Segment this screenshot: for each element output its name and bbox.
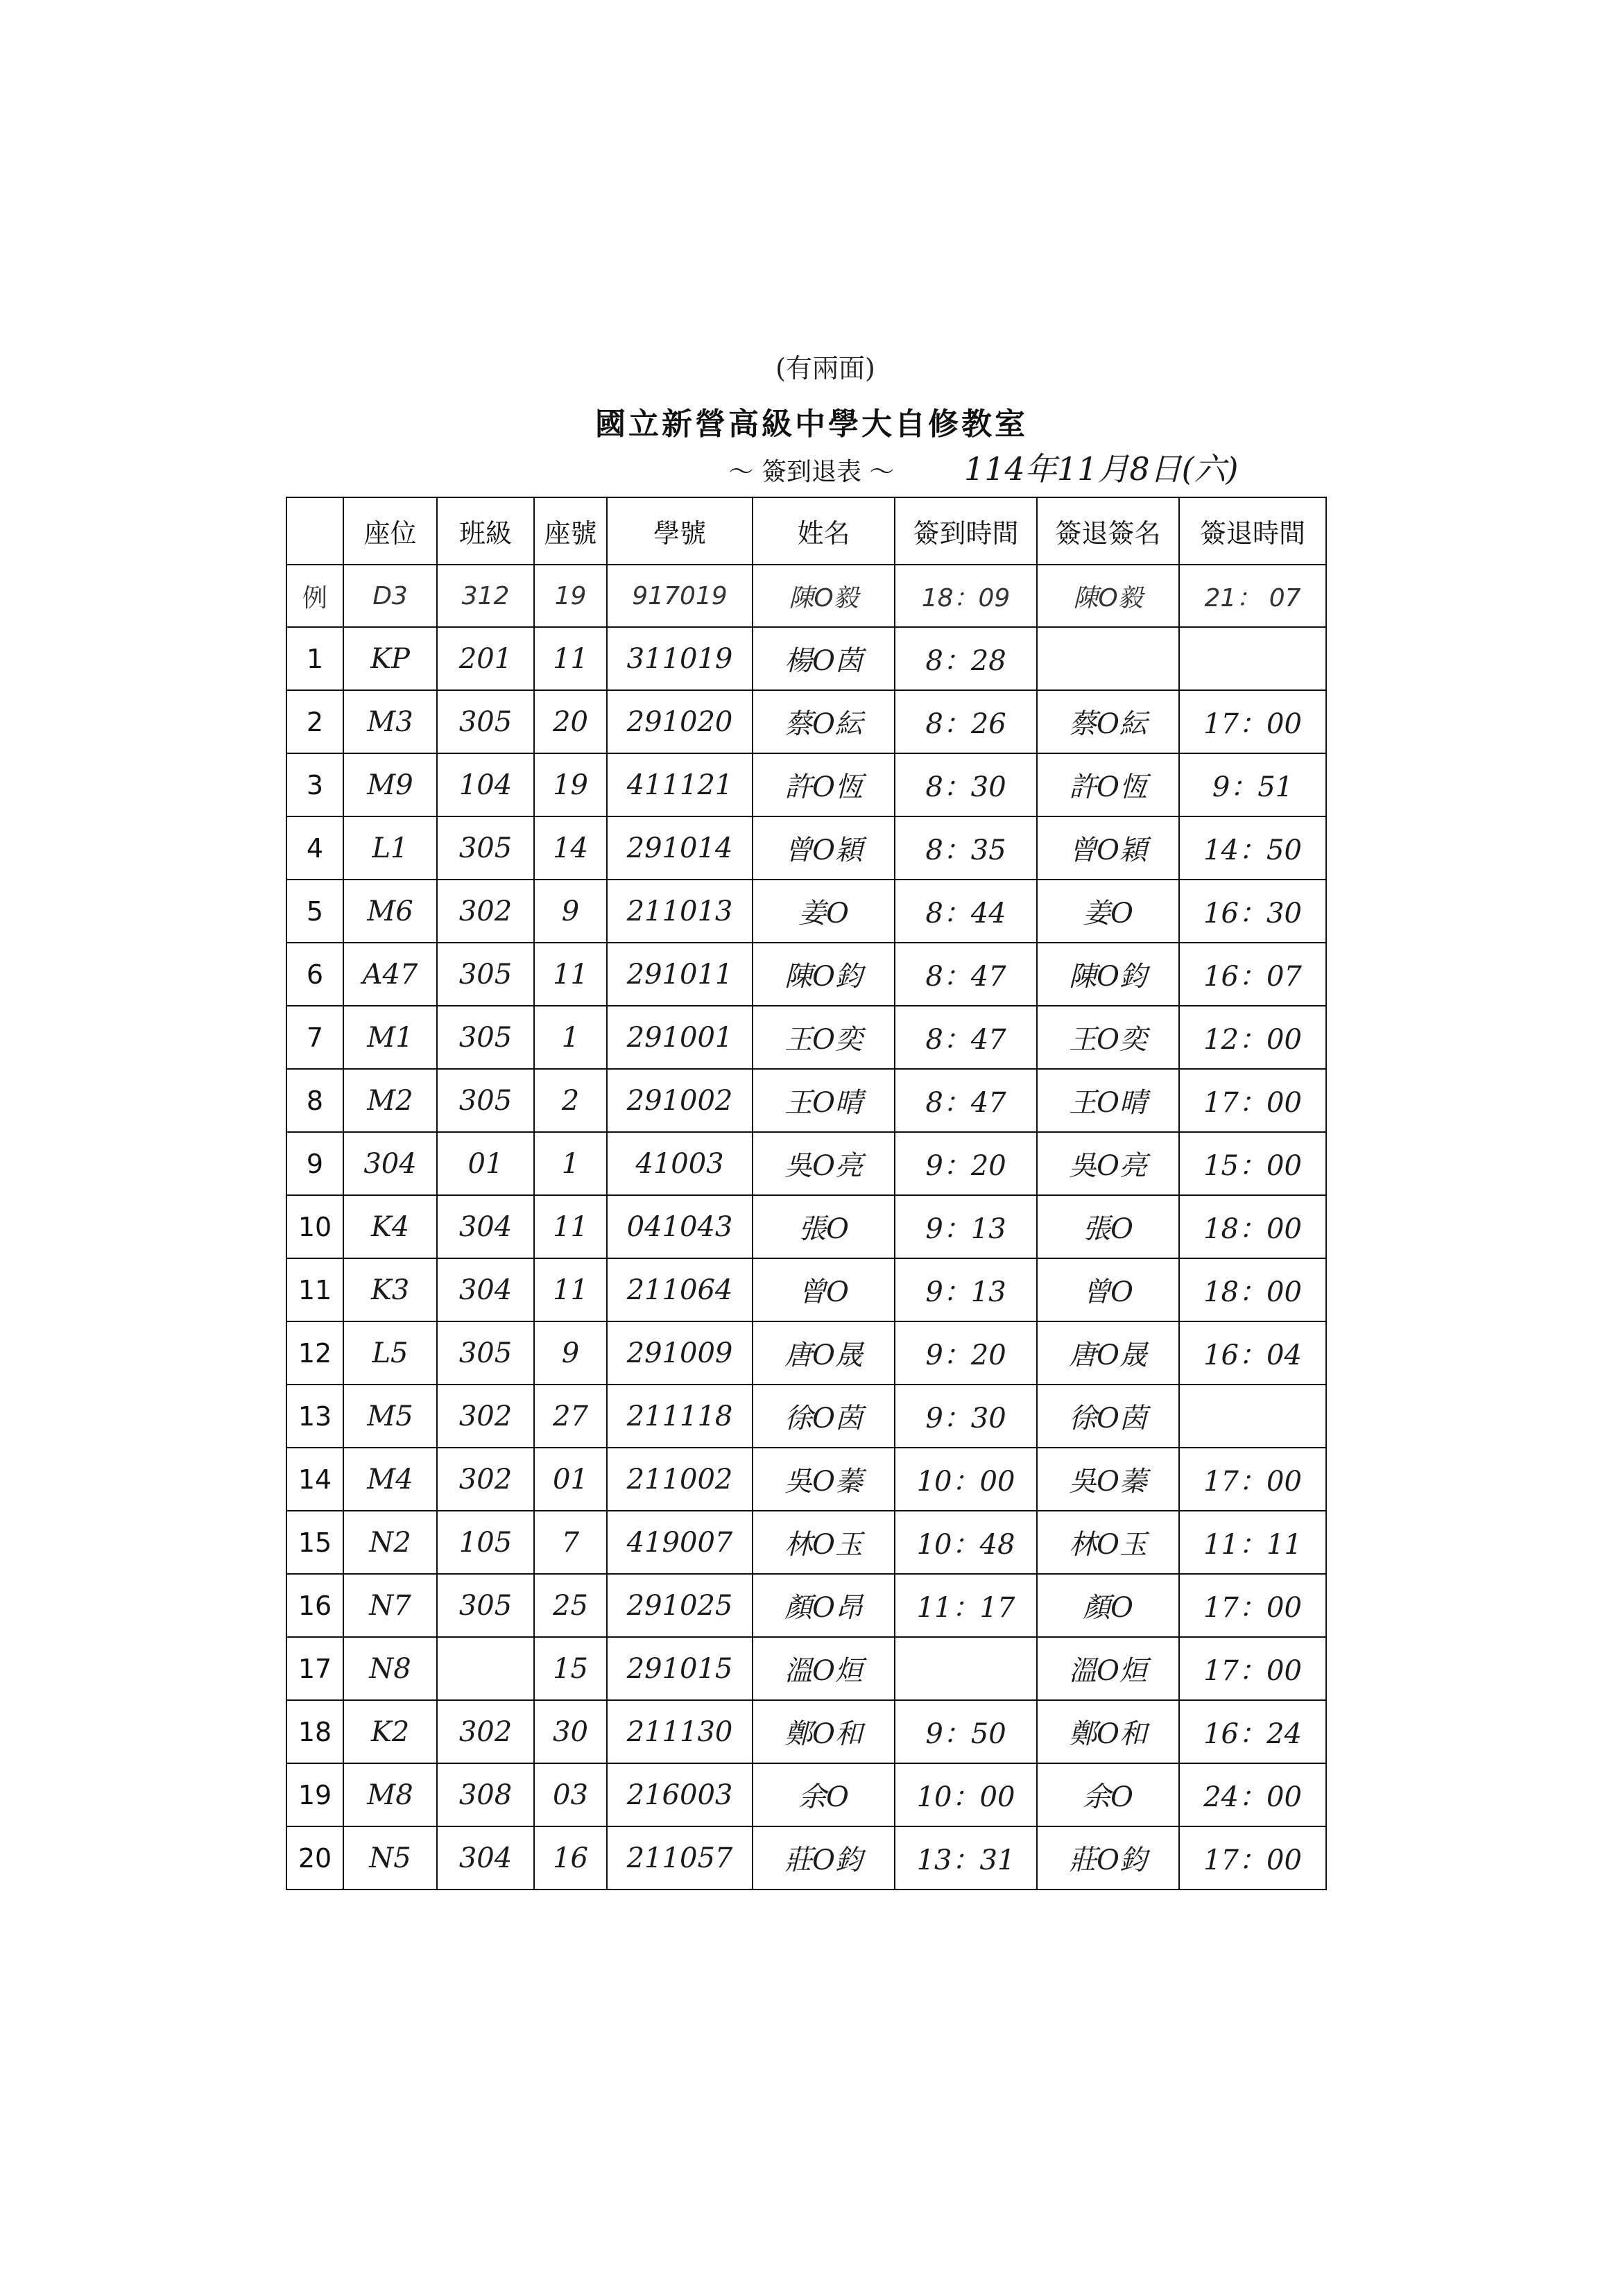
table-row: [286, 880, 1326, 943]
table-row: [286, 1574, 1326, 1637]
student-id-cell: 211064: [607, 1258, 753, 1321]
seat-number-cell: 15: [534, 1637, 607, 1700]
table-row: [286, 1321, 1326, 1385]
seat-cell: N8: [343, 1637, 437, 1700]
class-cell: 305: [437, 1069, 534, 1132]
header-seat: 座位: [343, 497, 437, 565]
student-id-cell: 211013: [607, 880, 753, 943]
sign-out-signature-cell: 吳O蓁: [1037, 1448, 1179, 1511]
row-index: 1: [286, 627, 343, 690]
class-cell: 305: [437, 943, 534, 1006]
sign-out-time-cell: 24：00: [1179, 1763, 1326, 1826]
seat-cell: K3: [343, 1258, 437, 1321]
sign-in-table: [286, 497, 1327, 1890]
seat-cell: M5: [343, 1385, 437, 1448]
seat-cell: A47: [343, 943, 437, 1006]
seat-cell: L5: [343, 1321, 437, 1385]
seat-number-cell: 03: [534, 1763, 607, 1826]
class-cell: 302: [437, 1385, 534, 1448]
sign-in-time-cell: 8：26: [895, 690, 1037, 753]
student-id-cell: 216003: [607, 1763, 753, 1826]
sign-out-time-cell: 12：00: [1179, 1006, 1326, 1069]
sign-out-time-cell: 18：00: [1179, 1258, 1326, 1321]
sign-out-time-cell: 18：00: [1179, 1195, 1326, 1258]
seat-cell: M8: [343, 1763, 437, 1826]
sign-out-time-cell: 17：00: [1179, 1637, 1326, 1700]
class-cell: 305: [437, 690, 534, 753]
sign-in-time-cell: 9：30: [895, 1385, 1037, 1448]
sign-in-time-cell: 10：00: [895, 1448, 1037, 1511]
seat-number-cell: 11: [534, 943, 607, 1006]
sign-in-time-cell: 8：47: [895, 943, 1037, 1006]
class-cell: 104: [437, 753, 534, 816]
seat-number-cell: 1: [534, 1006, 607, 1069]
name-cell: 楊O茵: [753, 627, 895, 690]
class-cell: 302: [437, 880, 534, 943]
seat-cell: N7: [343, 1574, 437, 1637]
name-cell: 溫O烜: [753, 1637, 895, 1700]
name-cell: 徐O茵: [753, 1385, 895, 1448]
table-row: [286, 1385, 1326, 1448]
sign-in-time-cell: 8：35: [895, 816, 1037, 880]
name-cell: 張O: [753, 1195, 895, 1258]
name-cell: 王O奕: [753, 1006, 895, 1069]
seat-number-cell: 19: [534, 753, 607, 816]
sign-in-time-cell: 8：30: [895, 753, 1037, 816]
header-sign-out-time: 簽退時間: [1179, 497, 1326, 565]
seat-cell: N2: [343, 1511, 437, 1574]
handwritten-date: 114年11月8日(六): [964, 450, 1239, 488]
sign-out-signature-cell: 唐O晟: [1037, 1321, 1179, 1385]
row-index: 12: [286, 1321, 343, 1385]
sign-out-signature-cell: 余O: [1037, 1763, 1179, 1826]
sheet-subtitle: ～ 簽到退表 ～: [728, 458, 895, 486]
student-id-cell: 311019: [607, 627, 753, 690]
header-seat-number: 座號: [534, 497, 607, 565]
seat-cell: M2: [343, 1069, 437, 1132]
student-id-cell: 291009: [607, 1321, 753, 1385]
row-index: 2: [286, 690, 343, 753]
sign-out-time-cell: 16：04: [1179, 1321, 1326, 1385]
seat-cell: M6: [343, 880, 437, 943]
example-seat: D3: [343, 565, 437, 627]
seat-number-cell: 9: [534, 1321, 607, 1385]
sign-out-time-cell: 17：00: [1179, 690, 1326, 753]
table-row: [286, 1511, 1326, 1574]
name-cell: 曾O穎: [753, 816, 895, 880]
row-index: 8: [286, 1069, 343, 1132]
sign-out-time-cell: 16：30: [1179, 880, 1326, 943]
seat-cell: K4: [343, 1195, 437, 1258]
sign-out-time-cell: 16：07: [1179, 943, 1326, 1006]
table-row: [286, 1826, 1326, 1890]
class-cell: 302: [437, 1448, 534, 1511]
seat-cell: M9: [343, 753, 437, 816]
row-index: 15: [286, 1511, 343, 1574]
seat-number-cell: 11: [534, 627, 607, 690]
sign-in-time-cell: 11：17: [895, 1574, 1037, 1637]
student-id-cell: 211002: [607, 1448, 753, 1511]
sign-in-time-cell: 9：13: [895, 1195, 1037, 1258]
student-id-cell: 291020: [607, 690, 753, 753]
seat-number-cell: 25: [534, 1574, 607, 1637]
seat-number-cell: 14: [534, 816, 607, 880]
student-id-cell: 291014: [607, 816, 753, 880]
header-sign-in-time: 簽到時間: [895, 497, 1037, 565]
student-id-cell: 291001: [607, 1006, 753, 1069]
class-cell: 304: [437, 1258, 534, 1321]
class-cell: 201: [437, 627, 534, 690]
sign-in-time-cell: 13：31: [895, 1826, 1037, 1890]
row-index: 18: [286, 1700, 343, 1763]
table-row: [286, 1700, 1326, 1763]
seat-number-cell: 30: [534, 1700, 607, 1763]
seat-number-cell: 7: [534, 1511, 607, 1574]
sign-out-signature-cell: 曾O穎: [1037, 816, 1179, 880]
class-cell: 305: [437, 816, 534, 880]
sign-out-time-cell: 17：00: [1179, 1826, 1326, 1890]
sign-in-time-cell: 10：00: [895, 1763, 1037, 1826]
seat-cell: N5: [343, 1826, 437, 1890]
example-sign-in-time: 18：09: [895, 565, 1037, 627]
example-sign-out-signature: 陳O毅: [1037, 565, 1179, 627]
student-id-cell: 291025: [607, 1574, 753, 1637]
student-id-cell: 291015: [607, 1637, 753, 1700]
class-cell: 105: [437, 1511, 534, 1574]
name-cell: 余O: [753, 1763, 895, 1826]
sign-in-time-cell: 8：47: [895, 1069, 1037, 1132]
sign-out-time-cell: [1179, 1385, 1326, 1448]
seat-number-cell: 11: [534, 1258, 607, 1321]
sign-in-time-cell: 9：20: [895, 1321, 1037, 1385]
class-cell: 305: [437, 1574, 534, 1637]
student-id-cell: 41003: [607, 1132, 753, 1195]
student-id-cell: 041043: [607, 1195, 753, 1258]
table-row: [286, 1258, 1326, 1321]
sign-out-signature-cell: [1037, 627, 1179, 690]
class-cell: 305: [437, 1321, 534, 1385]
sign-in-time-cell: 9：20: [895, 1132, 1037, 1195]
row-index: 13: [286, 1385, 343, 1448]
seat-cell: KP: [343, 627, 437, 690]
name-cell: 莊O鈞: [753, 1826, 895, 1890]
example-sign-out-time: 21： 07: [1179, 565, 1326, 627]
table-row: [286, 1069, 1326, 1132]
name-cell: 顏O昂: [753, 1574, 895, 1637]
table-row: [286, 690, 1326, 753]
name-cell: 陳O鈞: [753, 943, 895, 1006]
row-index: 7: [286, 1006, 343, 1069]
example-class: 312: [437, 565, 534, 627]
seat-number-cell: 01: [534, 1448, 607, 1511]
table-row: [286, 1763, 1326, 1826]
name-cell: 鄭O和: [753, 1700, 895, 1763]
sign-out-signature-cell: 鄭O和: [1037, 1700, 1179, 1763]
table-row: [286, 1637, 1326, 1700]
row-index: 19: [286, 1763, 343, 1826]
sign-in-time-cell: 8：44: [895, 880, 1037, 943]
sign-in-time-cell: 9：50: [895, 1700, 1037, 1763]
name-cell: 林O玉: [753, 1511, 895, 1574]
table-row: [286, 816, 1326, 880]
sign-out-signature-cell: 王O晴: [1037, 1069, 1179, 1132]
name-cell: 吳O蓁: [753, 1448, 895, 1511]
sign-in-time-cell: 8：47: [895, 1006, 1037, 1069]
example-label: 例: [286, 565, 343, 627]
seat-number-cell: 27: [534, 1385, 607, 1448]
table-row: [286, 1132, 1326, 1195]
header-student-id: 學號: [607, 497, 753, 565]
sign-out-time-cell: 17：00: [1179, 1448, 1326, 1511]
seat-number-cell: 2: [534, 1069, 607, 1132]
table-row: [286, 1448, 1326, 1511]
row-index: 20: [286, 1826, 343, 1890]
name-cell: 許O恆: [753, 753, 895, 816]
table-row: [286, 1006, 1326, 1069]
sign-out-time-cell: 16：24: [1179, 1700, 1326, 1763]
header-row: [286, 497, 1326, 565]
sign-out-signature-cell: 許O恆: [1037, 753, 1179, 816]
header-sign-out-signature: 簽退簽名: [1037, 497, 1179, 565]
sign-out-signature-cell: 溫O烜: [1037, 1637, 1179, 1700]
sign-out-signature-cell: 林O玉: [1037, 1511, 1179, 1574]
name-cell: 曾O: [753, 1258, 895, 1321]
row-index: 3: [286, 753, 343, 816]
page-title: 國立新營高級中學大自修教室: [595, 406, 1028, 442]
sign-out-signature-cell: 王O奕: [1037, 1006, 1179, 1069]
sign-in-time-cell: 10：48: [895, 1511, 1037, 1574]
row-index: 14: [286, 1448, 343, 1511]
seat-number-cell: 1: [534, 1132, 607, 1195]
header-name: 姓名: [753, 497, 895, 565]
sign-out-signature-cell: 顏O: [1037, 1574, 1179, 1637]
class-cell: 305: [437, 1006, 534, 1069]
student-id-cell: 211130: [607, 1700, 753, 1763]
row-index: 11: [286, 1258, 343, 1321]
row-index: 17: [286, 1637, 343, 1700]
sign-out-time-cell: 15：00: [1179, 1132, 1326, 1195]
sign-out-time-cell: 11：11: [1179, 1511, 1326, 1574]
seat-number-cell: 20: [534, 690, 607, 753]
sign-out-signature-cell: 曾O: [1037, 1258, 1179, 1321]
seat-number-cell: 9: [534, 880, 607, 943]
sign-out-signature-cell: 蔡O紜: [1037, 690, 1179, 753]
student-id-cell: 291011: [607, 943, 753, 1006]
table-row: [286, 943, 1326, 1006]
class-cell: [437, 1637, 534, 1700]
seat-number-cell: 11: [534, 1195, 607, 1258]
seat-cell: 304: [343, 1132, 437, 1195]
header-index: [286, 497, 343, 565]
seat-cell: M3: [343, 690, 437, 753]
name-cell: 王O晴: [753, 1069, 895, 1132]
row-index: 10: [286, 1195, 343, 1258]
student-id-cell: 411121: [607, 753, 753, 816]
header-class: 班級: [437, 497, 534, 565]
example-row: [286, 565, 1326, 627]
sign-out-time-cell: 14：50: [1179, 816, 1326, 880]
row-index: 5: [286, 880, 343, 943]
class-cell: 302: [437, 1700, 534, 1763]
seat-cell: M1: [343, 1006, 437, 1069]
sign-out-signature-cell: 吳O亮: [1037, 1132, 1179, 1195]
name-cell: 唐O晟: [753, 1321, 895, 1385]
row-index: 4: [286, 816, 343, 880]
name-cell: 蔡O紜: [753, 690, 895, 753]
class-cell: 01: [437, 1132, 534, 1195]
sign-in-time-cell: 9：13: [895, 1258, 1037, 1321]
seat-cell: M4: [343, 1448, 437, 1511]
seat-number-cell: 16: [534, 1826, 607, 1890]
table-row: [286, 1195, 1326, 1258]
class-cell: 304: [437, 1195, 534, 1258]
class-cell: 308: [437, 1763, 534, 1826]
sign-out-signature-cell: 徐O茵: [1037, 1385, 1179, 1448]
student-id-cell: 419007: [607, 1511, 753, 1574]
student-id-cell: 211057: [607, 1826, 753, 1890]
sign-out-time-cell: 9：51: [1179, 753, 1326, 816]
name-cell: 吳O亮: [753, 1132, 895, 1195]
sign-out-signature-cell: 莊O鈞: [1037, 1826, 1179, 1890]
sign-out-signature-cell: 張O: [1037, 1195, 1179, 1258]
seat-cell: K2: [343, 1700, 437, 1763]
seat-cell: L1: [343, 816, 437, 880]
sign-in-time-cell: 8：28: [895, 627, 1037, 690]
row-index: 16: [286, 1574, 343, 1637]
sign-out-time-cell: [1179, 627, 1326, 690]
student-id-cell: 291002: [607, 1069, 753, 1132]
row-index: 6: [286, 943, 343, 1006]
two-sided-note: (有兩面): [775, 353, 875, 384]
student-id-cell: 211118: [607, 1385, 753, 1448]
example-name: 陳O毅: [753, 565, 895, 627]
table-row: [286, 753, 1326, 816]
example-student-id: 917019: [607, 565, 753, 627]
class-cell: 304: [437, 1826, 534, 1890]
name-cell: 姜O: [753, 880, 895, 943]
sign-out-time-cell: 17：00: [1179, 1069, 1326, 1132]
sign-out-time-cell: 17：00: [1179, 1574, 1326, 1637]
example-seat-number: 19: [534, 565, 607, 627]
table-row: [286, 627, 1326, 690]
row-index: 9: [286, 1132, 343, 1195]
sign-out-signature-cell: 姜O: [1037, 880, 1179, 943]
sign-in-time-cell: [895, 1637, 1037, 1700]
sign-out-signature-cell: 陳O鈞: [1037, 943, 1179, 1006]
